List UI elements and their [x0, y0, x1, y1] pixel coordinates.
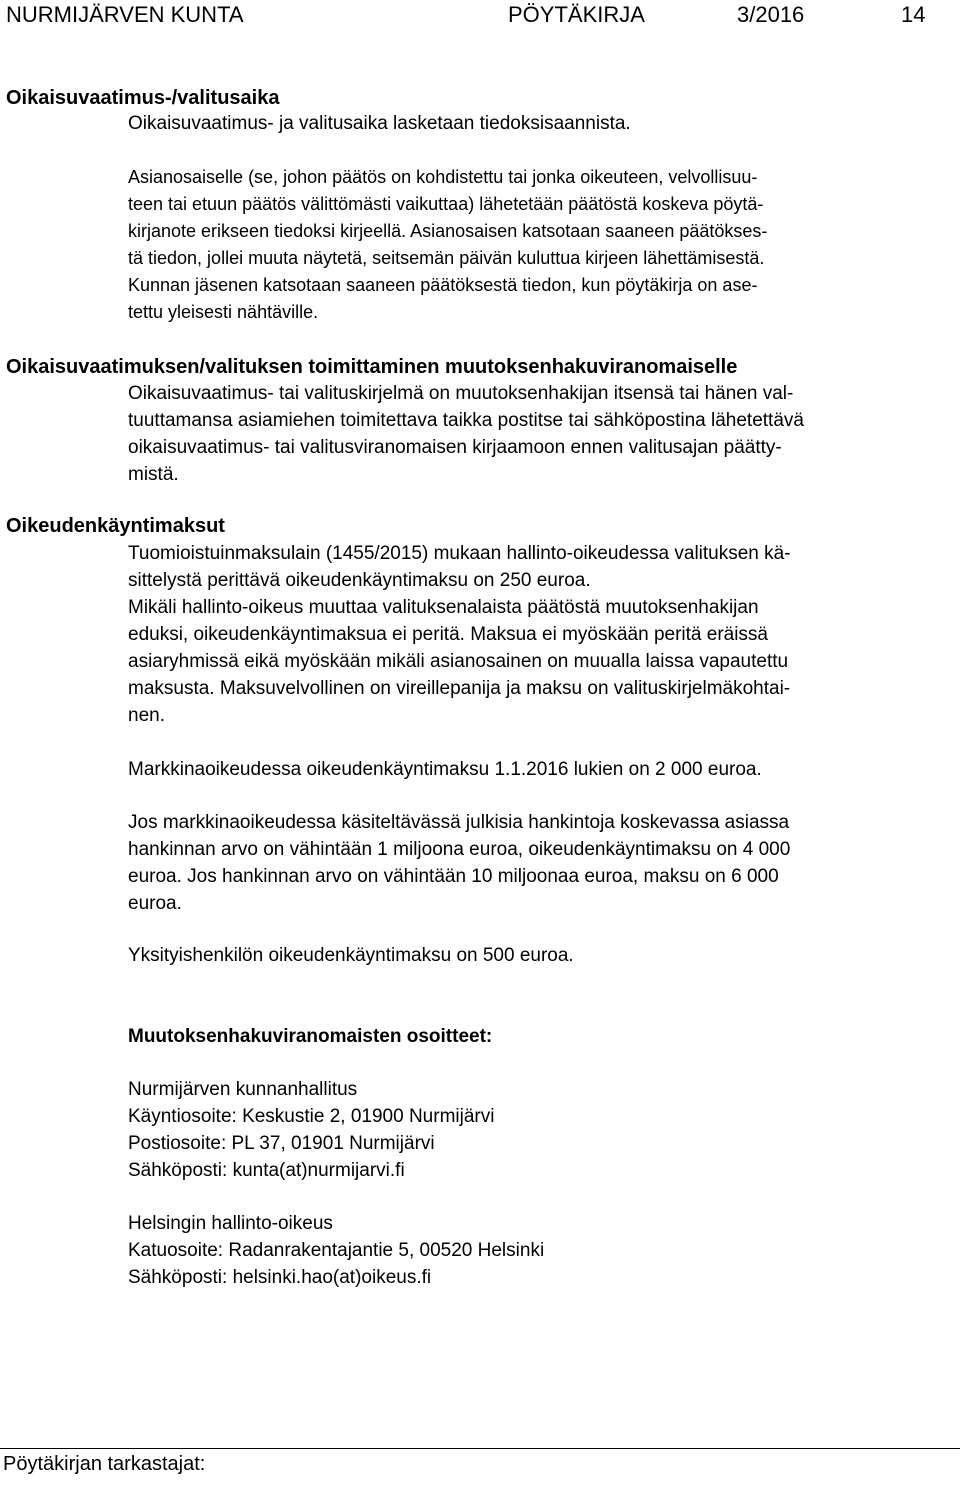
fees-line: Mikäli hallinto-oikeus muuttaa valituksenalaista päätöstä muutoksenhakijan — [128, 597, 759, 618]
private-person-fee: Yksityishenkilön oikeudenkäyntimaksu on 500 euroa. — [128, 945, 574, 966]
notice-line: tä tiedon, jollei muuta näytetä, seitsemän päivän kuluttua kirjeen lähettämisestä. — [128, 248, 765, 268]
procurement-line: Jos markkinaoikeudessa käsiteltävässä julkisia hankintoja koskevassa asiassa — [128, 812, 790, 833]
court-street-address: Katuosoite: Radanrakentajantie 5, 00520 Helsinki — [128, 1240, 545, 1261]
section-heading-delivery: Oikaisuvaatimuksen/valituksen toimittaminen muutoksenhakuviranomaiselle — [6, 356, 738, 378]
header-page: 14 — [901, 2, 926, 27]
fees-line: nen. — [128, 705, 165, 726]
delivery-line: oikaisuvaatimus- tai valitusviranomaisen kirjaamoon ennen valitusajan päätty- — [128, 437, 782, 458]
appeal-time-line: Oikaisuvaatimus- ja valitusaika lasketaan tiedoksisaannista. — [128, 113, 631, 134]
delivery-line: tuuttamansa asiamiehen toimitettava taikka postitse tai sähköpostina lähetettävä — [128, 410, 804, 431]
fees-line: sittelystä perittävä oikeudenkäyntimaksu on 250 euroa. — [128, 570, 591, 591]
notice-line: teen tai etuun päätös välittömästi vaikuttaa) lähetetään päätöstä koskeva pöytä- — [128, 194, 764, 214]
section-heading-appeal-time: Oikaisuvaatimus-/valitusaika — [6, 87, 280, 109]
notice-line: Kunnan jäsenen katsotaan saaneen päätöksestä tiedon, kun pöytäkirja on ase- — [128, 275, 758, 295]
board-postal-address: Postiosoite: PL 37, 01901 Nurmijärvi — [128, 1133, 435, 1154]
market-court-fee: Markkinaoikeudessa oikeudenkäyntimaksu 1.1.2016 lukien on 2 000 euroa. — [128, 759, 762, 780]
header-doc-type: PÖYTÄKIRJA — [508, 2, 645, 27]
notice-line: kirjanote erikseen tiedoksi kirjeellä. Asianosaisen katsotaan saaneen päätökses- — [128, 221, 768, 241]
procurement-line: euroa. — [128, 893, 182, 914]
notice-line: Asianosaiselle (se, johon päätös on kohdistettu tai jonka oikeuteen, velvollisuu- — [128, 167, 758, 187]
header-number: 3/2016 — [737, 2, 805, 27]
fees-line: asiaryhmissä eikä myöskään mikäli asianosainen on muualla laissa vapautettu — [128, 651, 789, 672]
board-email: Sähköposti: kunta(at)nurmijarvi.fi — [128, 1160, 405, 1181]
court-name: Helsingin hallinto-oikeus — [128, 1213, 333, 1234]
fees-line: Tuomioistuinmaksulain (1455/2015) mukaan hallinto-oikeudessa valituksen kä- — [128, 543, 791, 564]
court-email: Sähköposti: helsinki.hao(at)oikeus.fi — [128, 1267, 432, 1288]
header-org: NURMIJÄRVEN KUNTA — [6, 2, 244, 27]
fees-line: maksusta. Maksuvelvollinen on vireillepanija ja maksu on valituskirjelmäkohtai- — [128, 678, 791, 699]
procurement-line: euroa. Jos hankinnan arvo on vähintään 10 miljoonaa euroa, maksu on 6 000 — [128, 866, 779, 887]
board-visit-address: Käyntiosoite: Keskustie 2, 01900 Nurmijärvi — [128, 1106, 495, 1127]
footer-inspectors-label: Pöytäkirjan tarkastajat: — [3, 1453, 206, 1475]
board-name: Nurmijärven kunnanhallitus — [128, 1079, 358, 1100]
delivery-line: Oikaisuvaatimus- tai valituskirjelmä on muutoksenhakijan itsensä tai hänen val- — [128, 383, 794, 404]
section-heading-addresses: Muutoksenhakuviranomaisten osoitteet: — [128, 1026, 493, 1047]
footer-divider — [0, 1448, 960, 1449]
delivery-line: mistä. — [128, 464, 179, 485]
procurement-line: hankinnan arvo on vähintään 1 miljoona euroa, oikeudenkäyntimaksu on 4 000 — [128, 839, 791, 860]
section-heading-fees: Oikeudenkäyntimaksut — [6, 515, 225, 537]
notice-line: tettu yleisesti nähtäville. — [128, 302, 319, 322]
fees-line: eduksi, oikeudenkäyntimaksua ei peritä. Maksua ei myöskään peritä eräissä — [128, 624, 768, 645]
